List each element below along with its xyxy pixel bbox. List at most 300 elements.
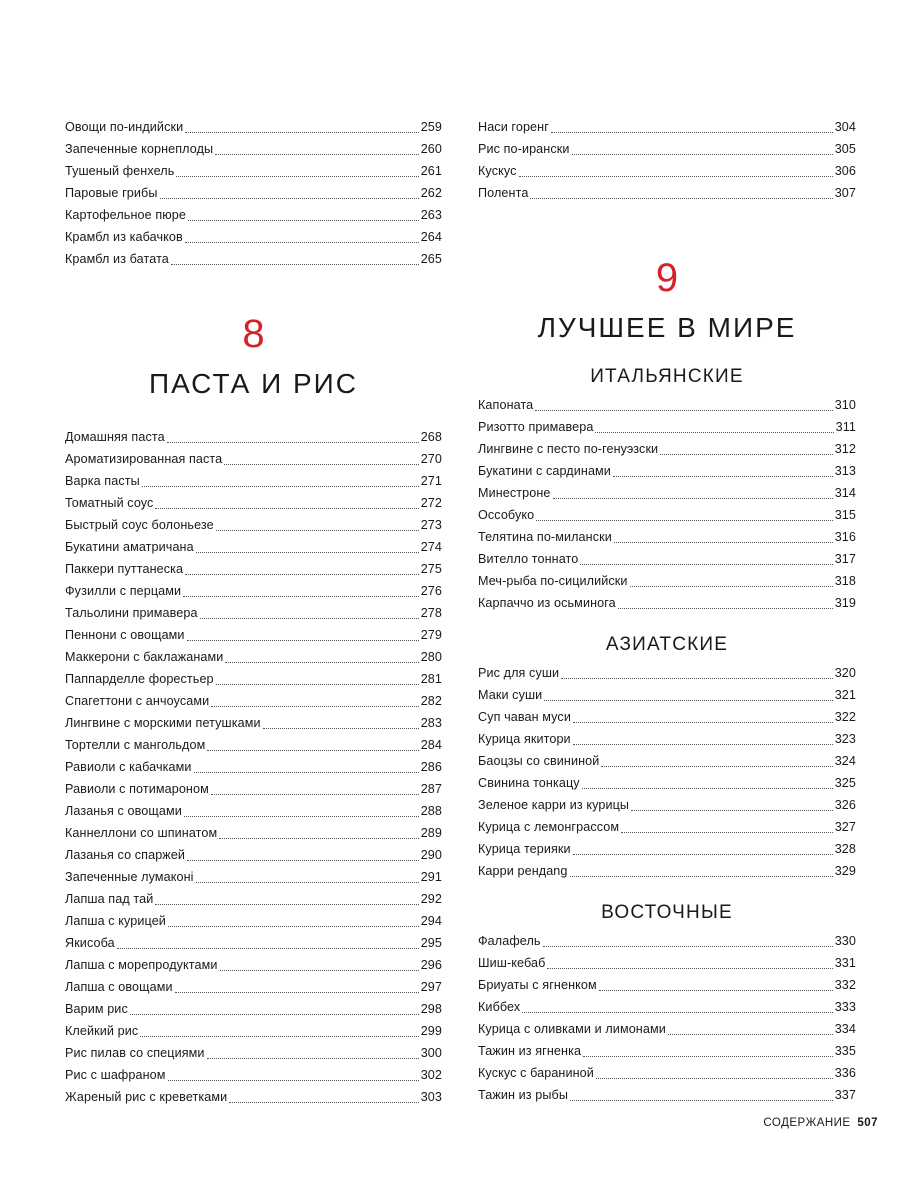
toc-entry bbox=[65, 558, 442, 580]
entry-page: 306 bbox=[834, 164, 856, 178]
entry-page: 318 bbox=[834, 574, 856, 588]
dot-leader bbox=[183, 596, 419, 597]
entry-page: 304 bbox=[834, 120, 856, 134]
entry-title: Бриуаты с ягненком bbox=[478, 978, 597, 992]
dot-leader bbox=[211, 794, 419, 795]
dot-leader bbox=[595, 432, 833, 433]
entry-page: 274 bbox=[420, 540, 442, 554]
entry-title: Оссобуко bbox=[478, 508, 535, 522]
entry-page: 264 bbox=[420, 230, 442, 244]
entry-page: 337 bbox=[834, 1088, 856, 1102]
dot-leader bbox=[216, 684, 419, 685]
toc-entry bbox=[478, 460, 856, 482]
entry-page: 320 bbox=[834, 666, 856, 680]
entry-page: 315 bbox=[834, 508, 856, 522]
dot-leader bbox=[216, 530, 419, 531]
toc-entry bbox=[65, 1064, 442, 1086]
toc-entry bbox=[65, 182, 442, 204]
dot-leader bbox=[224, 464, 418, 465]
dot-leader bbox=[547, 968, 832, 969]
entry-page: 328 bbox=[834, 842, 856, 856]
entry-page: 323 bbox=[834, 732, 856, 746]
entry-page: 334 bbox=[834, 1022, 856, 1036]
entry-page: 322 bbox=[834, 710, 856, 724]
entry-title: Кускус bbox=[478, 164, 517, 178]
dot-leader bbox=[614, 542, 833, 543]
toc-entry bbox=[478, 138, 856, 160]
entry-page: 326 bbox=[834, 798, 856, 812]
dot-leader bbox=[176, 176, 418, 177]
entry-title: Букатини с сардинами bbox=[478, 464, 611, 478]
entry-page: 288 bbox=[420, 804, 442, 818]
toc-list-oriental bbox=[478, 930, 856, 1106]
entry-title: Рис с шафраном bbox=[65, 1068, 166, 1082]
toc-entry bbox=[65, 1020, 442, 1042]
toc-entry bbox=[65, 800, 442, 822]
toc-list-chapter-8 bbox=[65, 426, 442, 1108]
dot-leader bbox=[207, 750, 418, 751]
dot-leader bbox=[621, 832, 833, 833]
entry-page: 330 bbox=[834, 934, 856, 948]
entry-page: 297 bbox=[420, 980, 442, 994]
entry-page: 287 bbox=[420, 782, 442, 796]
entry-title: Меч-рыба по-сицилийски bbox=[478, 574, 628, 588]
entry-page: 272 bbox=[420, 496, 442, 510]
toc-entry bbox=[65, 822, 442, 844]
dot-leader bbox=[630, 586, 833, 587]
entry-page: 302 bbox=[420, 1068, 442, 1082]
toc-entry bbox=[65, 866, 442, 888]
toc-entry bbox=[65, 138, 442, 160]
entry-title: Ризотто примавера bbox=[478, 420, 594, 434]
entry-title: Тальолини примавера bbox=[65, 606, 198, 620]
entry-page: 294 bbox=[420, 914, 442, 928]
toc-entry bbox=[65, 226, 442, 248]
toc-entry bbox=[65, 580, 442, 602]
entry-page: 300 bbox=[420, 1046, 442, 1060]
toc-entry bbox=[478, 706, 856, 728]
toc-entry bbox=[478, 750, 856, 772]
dot-leader bbox=[601, 766, 832, 767]
toc-entry bbox=[478, 182, 856, 204]
toc-entry bbox=[478, 160, 856, 182]
entry-page: 312 bbox=[834, 442, 856, 456]
dot-leader bbox=[185, 242, 419, 243]
entry-page: 284 bbox=[420, 738, 442, 752]
entry-page: 260 bbox=[420, 142, 442, 156]
dot-leader bbox=[570, 1100, 833, 1101]
entry-title: Вителло тоннато bbox=[478, 552, 579, 566]
dot-leader bbox=[168, 1080, 419, 1081]
toc-entry bbox=[65, 756, 442, 778]
dot-leader bbox=[583, 1056, 833, 1057]
entry-page: 286 bbox=[420, 760, 442, 774]
entry-title: Карпаччо из осьминога bbox=[478, 596, 616, 610]
entry-title: Букатини аматричана bbox=[65, 540, 194, 554]
toc-entry bbox=[65, 204, 442, 226]
toc-entry bbox=[65, 160, 442, 182]
entry-page: 289 bbox=[420, 826, 442, 840]
entry-page: 311 bbox=[835, 420, 856, 434]
toc-entry bbox=[65, 954, 442, 976]
dot-leader bbox=[187, 860, 419, 861]
toc-entry bbox=[65, 470, 442, 492]
section-heading: ВОСТОЧНЫЕ bbox=[601, 902, 733, 923]
dot-leader bbox=[561, 678, 833, 679]
dot-leader bbox=[582, 788, 833, 789]
entry-page: 307 bbox=[834, 186, 856, 200]
dot-leader bbox=[155, 904, 418, 905]
toc-entry bbox=[65, 888, 442, 910]
entry-page: 314 bbox=[834, 486, 856, 500]
chapter-number: 9 bbox=[655, 256, 679, 300]
entry-title: Жареный рис с креветками bbox=[65, 1090, 228, 1104]
dot-leader bbox=[185, 132, 418, 133]
entry-title: Лапша с овощами bbox=[65, 980, 173, 994]
entry-title: Паккери путтанеска bbox=[65, 562, 184, 576]
entry-title: Маки суши bbox=[478, 688, 543, 702]
entry-title: Шиш-кебаб bbox=[478, 956, 546, 970]
chapter-title: ПАСТА И РИС bbox=[148, 368, 359, 399]
dot-leader bbox=[573, 722, 833, 723]
toc-entry bbox=[478, 860, 856, 882]
dot-leader bbox=[130, 1014, 419, 1015]
section-heading: АЗИАТСКИЕ bbox=[605, 634, 729, 655]
entry-title: Курица с оливками и лимонами bbox=[478, 1022, 666, 1036]
entry-page: 280 bbox=[420, 650, 442, 664]
dot-leader bbox=[551, 132, 833, 133]
dot-leader bbox=[229, 1102, 418, 1103]
dot-leader bbox=[196, 552, 419, 553]
entry-title: Спагеттони с анчоусами bbox=[65, 694, 210, 708]
dot-leader bbox=[618, 608, 833, 609]
entry-title: Минестроне bbox=[478, 486, 551, 500]
toc-entry bbox=[478, 952, 856, 974]
dot-leader bbox=[263, 728, 419, 729]
toc-entry bbox=[65, 1086, 442, 1108]
entry-page: 319 bbox=[834, 596, 856, 610]
entry-title: Зеленое карри из курицы bbox=[478, 798, 630, 812]
dot-leader bbox=[200, 618, 419, 619]
entry-title: Клейкий рис bbox=[65, 1024, 139, 1038]
toc-entry bbox=[478, 728, 856, 750]
toc-entry bbox=[478, 1018, 856, 1040]
toc-entry bbox=[65, 116, 442, 138]
entry-title: Маккерони с баклажанами bbox=[65, 650, 224, 664]
dot-leader bbox=[613, 476, 833, 477]
entry-title: Карри рендang bbox=[478, 864, 568, 878]
entry-page: 282 bbox=[420, 694, 442, 708]
entry-title: Полента bbox=[478, 186, 529, 200]
toc-entry bbox=[65, 690, 442, 712]
entry-page: 265 bbox=[420, 252, 442, 266]
dot-leader bbox=[580, 564, 832, 565]
toc-entry bbox=[478, 526, 856, 548]
right-column bbox=[478, 116, 856, 1106]
toc-entry bbox=[478, 996, 856, 1018]
footer-label: СОДЕРЖАНИЕ bbox=[763, 1117, 851, 1129]
toc-entry bbox=[65, 426, 442, 448]
toc-entry bbox=[478, 794, 856, 816]
dot-leader bbox=[530, 198, 832, 199]
entry-title: Фалафель bbox=[478, 934, 541, 948]
toc-entry bbox=[65, 910, 442, 932]
entry-title: Лапша пад тай bbox=[65, 892, 154, 906]
toc-entry bbox=[478, 772, 856, 794]
toc-entry bbox=[478, 1084, 856, 1106]
entry-title: Тортелли с мангольдом bbox=[65, 738, 206, 752]
dot-leader bbox=[220, 970, 419, 971]
toc-list-asian bbox=[478, 662, 856, 882]
dot-leader bbox=[194, 772, 419, 773]
entry-page: 303 bbox=[420, 1090, 442, 1104]
dot-leader bbox=[207, 1058, 419, 1059]
entry-title: Паппарделле форестьер bbox=[65, 672, 214, 686]
dot-leader bbox=[117, 948, 419, 949]
page-footer bbox=[763, 1117, 878, 1129]
entry-title: Курица с лемонграссом bbox=[478, 820, 620, 834]
entry-title: Варим рис bbox=[65, 1002, 128, 1016]
entry-title: Тажин из ягненка bbox=[478, 1044, 582, 1058]
dot-leader bbox=[171, 264, 419, 265]
entry-title: Курица терияки bbox=[478, 842, 571, 856]
toc-entry bbox=[65, 536, 442, 558]
entry-title: Наси горенг bbox=[478, 120, 549, 134]
toc-list-right-top bbox=[478, 116, 856, 204]
toc-entry bbox=[478, 816, 856, 838]
toc-entry bbox=[478, 838, 856, 860]
entry-page: 332 bbox=[834, 978, 856, 992]
entry-title: Киббех bbox=[478, 1000, 521, 1014]
dot-leader bbox=[211, 706, 418, 707]
toc-entry bbox=[65, 514, 442, 536]
entry-page: 316 bbox=[834, 530, 856, 544]
entry-title: Крамбл из кабачков bbox=[65, 230, 183, 244]
entry-page: 321 bbox=[834, 688, 856, 702]
toc-entry bbox=[478, 548, 856, 570]
toc-entry bbox=[478, 974, 856, 996]
entry-title: Рис по-ирански bbox=[478, 142, 570, 156]
entry-title: Овощи по-индийски bbox=[65, 120, 184, 134]
dot-leader bbox=[168, 926, 419, 927]
dot-leader bbox=[522, 1012, 832, 1013]
entry-title: Запеченные корнеплоды bbox=[65, 142, 214, 156]
dot-leader bbox=[519, 176, 833, 177]
entry-title: Лингвине с морскими петушками bbox=[65, 716, 261, 730]
dot-leader bbox=[535, 410, 832, 411]
entry-title: Свинина тонкацу bbox=[478, 776, 580, 790]
entry-title: Рис пилав со специями bbox=[65, 1046, 205, 1060]
entry-page: 310 bbox=[834, 398, 856, 412]
entry-title: Быстрый соус болоньезе bbox=[65, 518, 214, 532]
entry-title: Капоната bbox=[478, 398, 534, 412]
entry-title: Якисоба bbox=[65, 936, 115, 950]
dot-leader bbox=[660, 454, 833, 455]
entry-page: 327 bbox=[834, 820, 856, 834]
dot-leader bbox=[553, 498, 833, 499]
toc-entry bbox=[65, 624, 442, 646]
dot-leader bbox=[596, 1078, 833, 1079]
toc-entry bbox=[478, 416, 856, 438]
toc-entry bbox=[65, 492, 442, 514]
dot-leader bbox=[185, 574, 419, 575]
entry-page: 283 bbox=[420, 716, 442, 730]
entry-page: 317 bbox=[834, 552, 856, 566]
entry-title: Лапша с курицей bbox=[65, 914, 166, 928]
dot-leader bbox=[573, 744, 833, 745]
entry-title: Варка пасты bbox=[65, 474, 140, 488]
toc-entry bbox=[65, 646, 442, 668]
entry-title: Тушеный фенхель bbox=[65, 164, 175, 178]
dot-leader bbox=[668, 1034, 833, 1035]
entry-title: Лазанья с овощами bbox=[65, 804, 182, 818]
entry-page: 331 bbox=[834, 956, 856, 970]
entry-page: 279 bbox=[420, 628, 442, 642]
toc-entry bbox=[65, 668, 442, 690]
dot-leader bbox=[570, 876, 833, 877]
entry-title: Паровые грибы bbox=[65, 186, 158, 200]
entry-title: Каннеллони со шпинатом bbox=[65, 826, 218, 840]
entry-title: Суп чаван муси bbox=[478, 710, 571, 724]
toc-entry bbox=[478, 570, 856, 592]
entry-title: Кускус с бараниной bbox=[478, 1066, 594, 1080]
entry-title: Домашняя паста bbox=[65, 430, 165, 444]
toc-entry bbox=[65, 448, 442, 470]
entry-title: Лапша с морепродуктами bbox=[65, 958, 218, 972]
entry-title: Томатный соус bbox=[65, 496, 154, 510]
entry-page: 268 bbox=[420, 430, 442, 444]
toc-entry bbox=[478, 438, 856, 460]
entry-page: 335 bbox=[834, 1044, 856, 1058]
toc-entry bbox=[478, 482, 856, 504]
entry-title: Фузилли с перцами bbox=[65, 584, 182, 598]
entry-page: 324 bbox=[834, 754, 856, 768]
toc-list-left-top bbox=[65, 116, 442, 270]
dot-leader bbox=[184, 816, 419, 817]
toc-entry bbox=[478, 1040, 856, 1062]
dot-leader bbox=[142, 486, 419, 487]
entry-page: 296 bbox=[420, 958, 442, 972]
chapter-8-header bbox=[65, 314, 442, 400]
entry-page: 291 bbox=[420, 870, 442, 884]
toc-list-italian bbox=[478, 394, 856, 614]
dot-leader bbox=[599, 990, 833, 991]
entry-title: Баоцзы со свининой bbox=[478, 754, 600, 768]
chapter-9-header bbox=[478, 258, 856, 344]
entry-page: 271 bbox=[420, 474, 442, 488]
entry-page: 298 bbox=[420, 1002, 442, 1016]
entry-title: Лазанья со спаржей bbox=[65, 848, 186, 862]
entry-title: Телятина по-милански bbox=[478, 530, 612, 544]
dot-leader bbox=[160, 198, 419, 199]
dot-leader bbox=[196, 882, 419, 883]
entry-title: Курица якитори bbox=[478, 732, 571, 746]
entry-page: 262 bbox=[420, 186, 442, 200]
toc-entry bbox=[478, 116, 856, 138]
toc-entry bbox=[65, 998, 442, 1020]
dot-leader bbox=[225, 662, 418, 663]
entry-page: 292 bbox=[420, 892, 442, 906]
entry-title: Запеченные лумаконі bbox=[65, 870, 194, 884]
entry-title: Равиоли с потимароном bbox=[65, 782, 209, 796]
section-heading: ИТАЛЬЯНСКИЕ bbox=[590, 366, 744, 387]
dot-leader bbox=[219, 838, 418, 839]
entry-page: 278 bbox=[420, 606, 442, 620]
chapter-number: 8 bbox=[242, 312, 265, 356]
toc-entry bbox=[65, 712, 442, 734]
toc-entry bbox=[478, 1062, 856, 1084]
entry-title: Рис для суши bbox=[478, 666, 560, 680]
dot-leader bbox=[167, 442, 419, 443]
dot-leader bbox=[140, 1036, 418, 1037]
dot-leader bbox=[175, 992, 419, 993]
entry-page: 329 bbox=[834, 864, 856, 878]
toc-entry bbox=[65, 844, 442, 866]
dot-leader bbox=[572, 154, 833, 155]
dot-leader bbox=[543, 946, 833, 947]
dot-leader bbox=[215, 154, 418, 155]
page-number: 507 bbox=[857, 1117, 878, 1129]
dot-leader bbox=[188, 220, 419, 221]
dot-leader bbox=[536, 520, 832, 521]
toc-entry bbox=[65, 1042, 442, 1064]
toc-entry bbox=[478, 662, 856, 684]
entry-page: 276 bbox=[420, 584, 442, 598]
entry-page: 295 bbox=[420, 936, 442, 950]
entry-page: 270 bbox=[420, 452, 442, 466]
entry-page: 305 bbox=[834, 142, 856, 156]
entry-page: 313 bbox=[834, 464, 856, 478]
dot-leader bbox=[573, 854, 833, 855]
chapter-title: ЛУЧШЕЕ В МИРЕ bbox=[537, 312, 797, 343]
entry-title: Крамбл из батата bbox=[65, 252, 169, 266]
entry-page: 261 bbox=[420, 164, 442, 178]
entry-page: 333 bbox=[834, 1000, 856, 1014]
toc-entry bbox=[478, 504, 856, 526]
entry-page: 336 bbox=[834, 1066, 856, 1080]
entry-page: 263 bbox=[420, 208, 442, 222]
toc-entry bbox=[65, 778, 442, 800]
entry-page: 281 bbox=[420, 672, 442, 686]
entry-page: 259 bbox=[420, 120, 442, 134]
entry-page: 275 bbox=[420, 562, 442, 576]
entry-page: 290 bbox=[420, 848, 442, 862]
entry-title: Лингвине с песто по-генуэзски bbox=[478, 442, 659, 456]
dot-leader bbox=[155, 508, 418, 509]
dot-leader bbox=[544, 700, 832, 701]
entry-title: Равиоли с кабачками bbox=[65, 760, 192, 774]
toc-entry bbox=[65, 932, 442, 954]
toc-entry bbox=[478, 684, 856, 706]
entry-page: 299 bbox=[420, 1024, 442, 1038]
entry-title: Тажин из рыбы bbox=[478, 1088, 568, 1102]
toc-entry bbox=[478, 592, 856, 614]
toc-entry bbox=[478, 930, 856, 952]
toc-entry bbox=[478, 394, 856, 416]
dot-leader bbox=[187, 640, 419, 641]
toc-entry bbox=[65, 734, 442, 756]
toc-entry bbox=[65, 248, 442, 270]
left-column bbox=[65, 116, 442, 1108]
entry-page: 325 bbox=[834, 776, 856, 790]
entry-title: Пеннони с овощами bbox=[65, 628, 185, 642]
entry-title: Ароматизированная паста bbox=[65, 452, 223, 466]
toc-entry bbox=[65, 976, 442, 998]
dot-leader bbox=[631, 810, 833, 811]
entry-title: Картофельное пюре bbox=[65, 208, 186, 222]
entry-page: 273 bbox=[420, 518, 442, 532]
toc-entry bbox=[65, 602, 442, 624]
